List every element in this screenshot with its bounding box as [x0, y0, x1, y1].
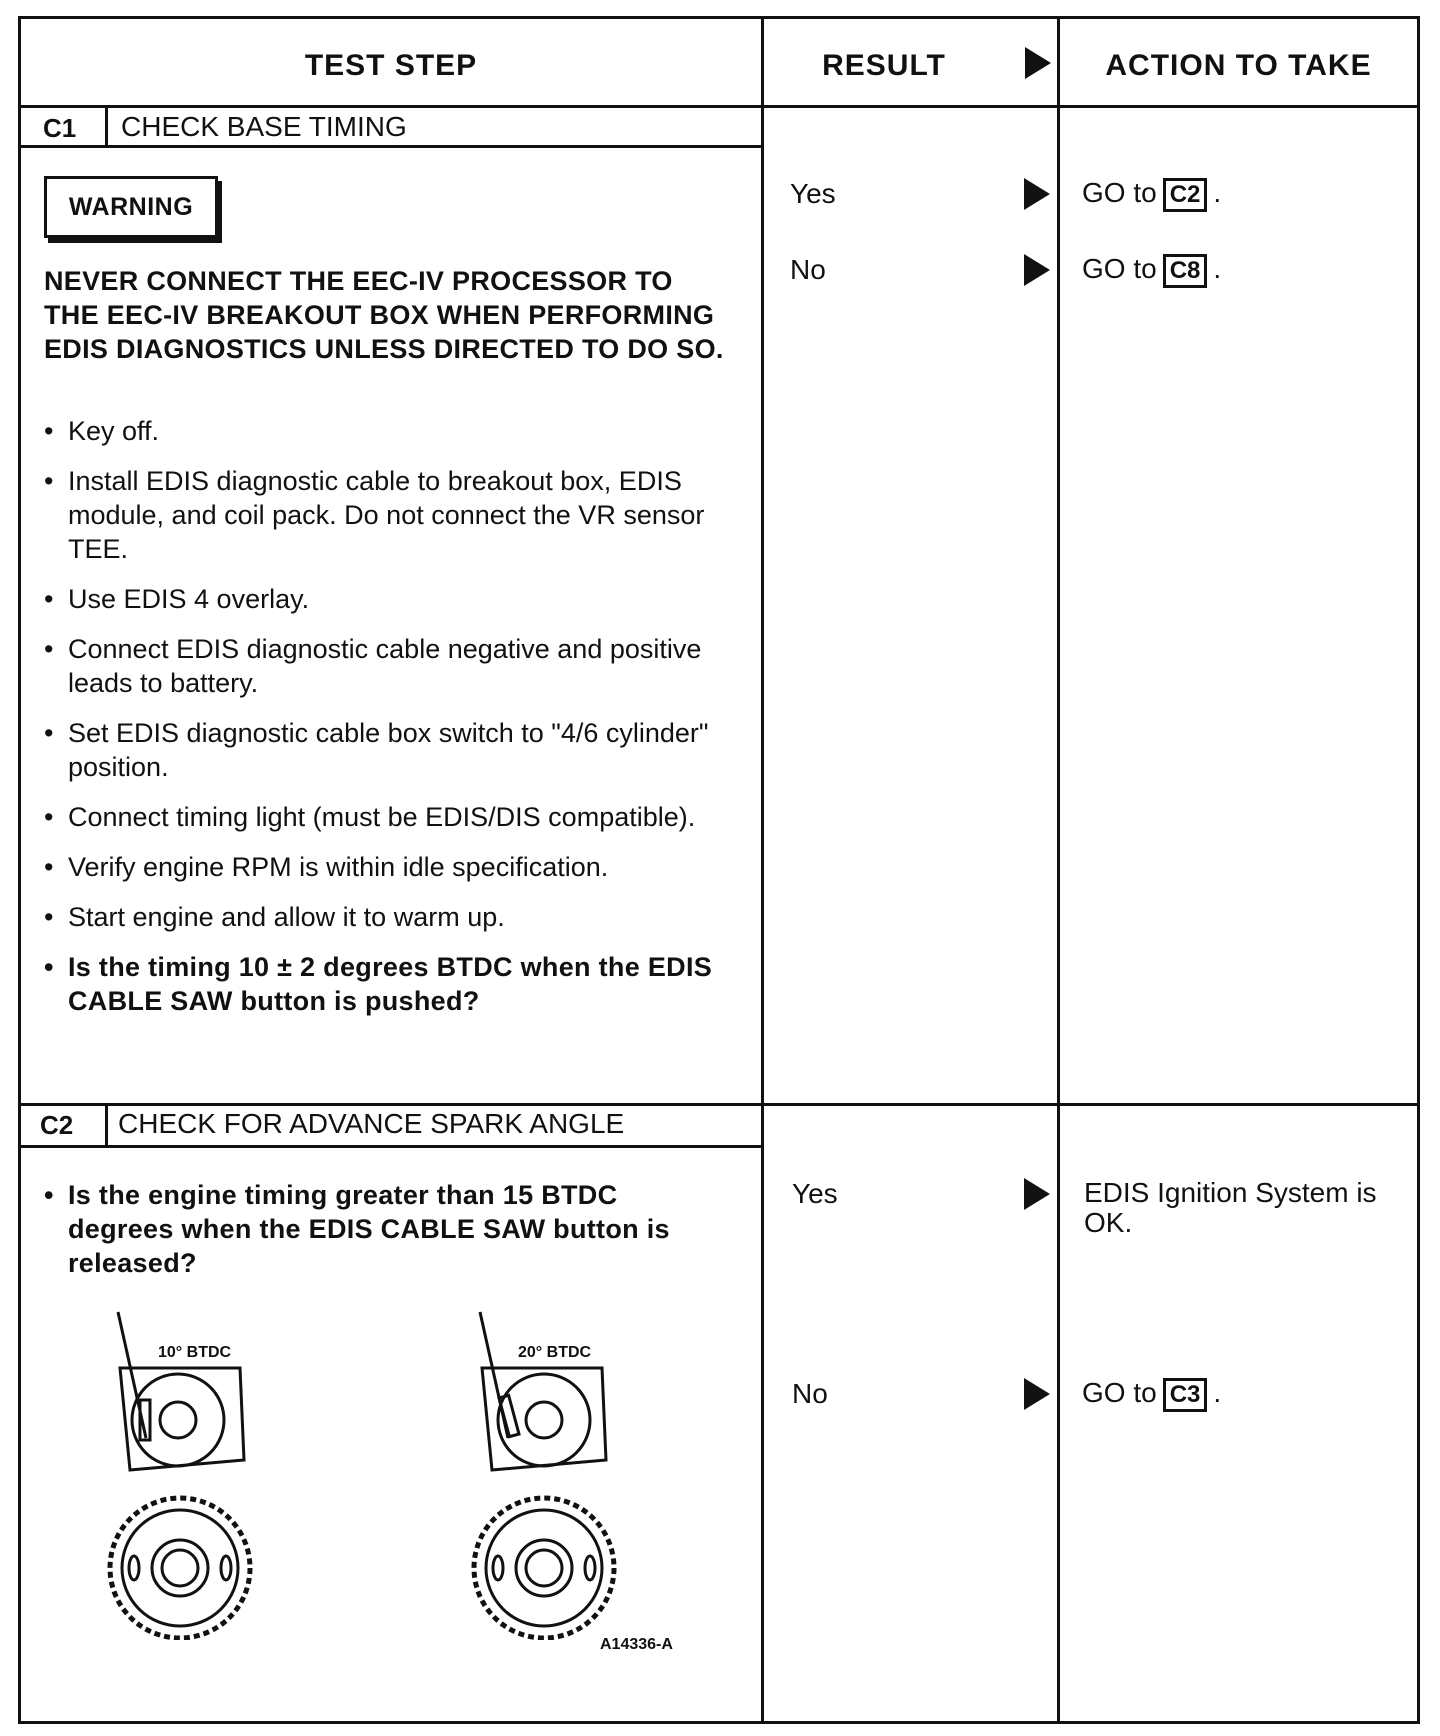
step-id-c2: C2 [40, 1110, 74, 1140]
action-period: . [1213, 177, 1222, 208]
c2-no-arrow-icon [1024, 1378, 1050, 1410]
c1-result-yes: Yes [790, 178, 836, 209]
list-item: • Key off. [44, 414, 724, 448]
c1-yes-arrow-icon [1024, 178, 1050, 210]
c1-id-divider [105, 105, 108, 147]
warning-text: NEVER CONNECT THE EEC-IV PROCESSOR TO THE EEC-IV BREAKOUT BOX WHEN PERFORMING EDIS DIAGNOSTICS UNLESS DIRECTED TO DO SO. [44, 266, 724, 364]
c2-question: • Is the engine timing greater than 15 BTDC degrees when the EDIS CABLE SAW button is released? [44, 1178, 724, 1280]
figure-label-right: 20° BTDC [518, 1344, 592, 1361]
c2-yes-arrow-icon [1024, 1178, 1050, 1210]
action-period: . [1213, 253, 1222, 284]
c1-bullet-list [44, 414, 724, 1034]
c1-title-underline [21, 145, 761, 148]
c1-action-yes [1082, 178, 1221, 212]
c2-id-divider [105, 1103, 108, 1145]
action-period: . [1213, 1377, 1222, 1408]
header-result: RESULT [822, 49, 946, 82]
step-separator [21, 1103, 1417, 1106]
c2-bullet-list [44, 1178, 724, 1296]
list-item: • Verify engine RPM is within idle specification. [44, 850, 724, 884]
list-item: • Connect EDIS diagnostic cable negative and positive leads to battery. [44, 632, 724, 700]
column-divider-1 [761, 19, 764, 1721]
figure-label-left: 10° BTDC [158, 1344, 232, 1361]
list-item: • Start engine and allow it to warm up. [44, 900, 724, 934]
step-ref-c3[interactable]: C3 [1163, 1378, 1208, 1412]
c2-result-no: No [792, 1378, 828, 1409]
c2-action-yes: EDIS Ignition System is OK. [1084, 1177, 1377, 1238]
c2-title-underline [21, 1145, 761, 1148]
list-item: • Use EDIS 4 overlay. [44, 582, 724, 616]
c2-result-yes: Yes [792, 1178, 838, 1209]
c1-action-no [1082, 254, 1221, 288]
step-ref-c8[interactable]: C8 [1163, 254, 1208, 288]
c1-no-arrow-icon [1024, 254, 1050, 286]
step-ref-c2[interactable]: C2 [1163, 178, 1208, 212]
header-arrow-icon [1025, 47, 1051, 79]
c1-question: • Is the timing 10 ± 2 degrees BTDC when the EDIS CABLE SAW button is pushed? [44, 950, 724, 1018]
warning-label: WARNING [44, 176, 218, 238]
c1-result-no: No [790, 254, 826, 285]
list-item: • Install EDIS diagnostic cable to breakout box, EDIS module, and coil pack. Do not connect the VR sensor TEE. [44, 464, 724, 566]
action-prefix: GO to [1082, 253, 1157, 284]
action-prefix: GO to [1082, 1377, 1157, 1408]
step-title-c1: CHECK BASE TIMING [121, 111, 407, 142]
c2-action-no [1082, 1378, 1221, 1412]
step-id-c1: C1 [43, 113, 77, 143]
column-divider-2 [1057, 19, 1060, 1721]
header-test-step: TEST STEP [304, 49, 478, 82]
header-divider [21, 105, 1417, 108]
list-item: • Connect timing light (must be EDIS/DIS compatible). [44, 800, 724, 834]
figure-id: A14336-A [600, 1636, 673, 1653]
step-title-c2: CHECK FOR ADVANCE SPARK ANGLE [118, 1108, 625, 1139]
list-item: • Set EDIS diagnostic cable box switch to "4/6 cylinder" position. [44, 716, 724, 784]
header-action: ACTION TO TAKE [1105, 49, 1372, 82]
action-prefix: GO to [1082, 177, 1157, 208]
